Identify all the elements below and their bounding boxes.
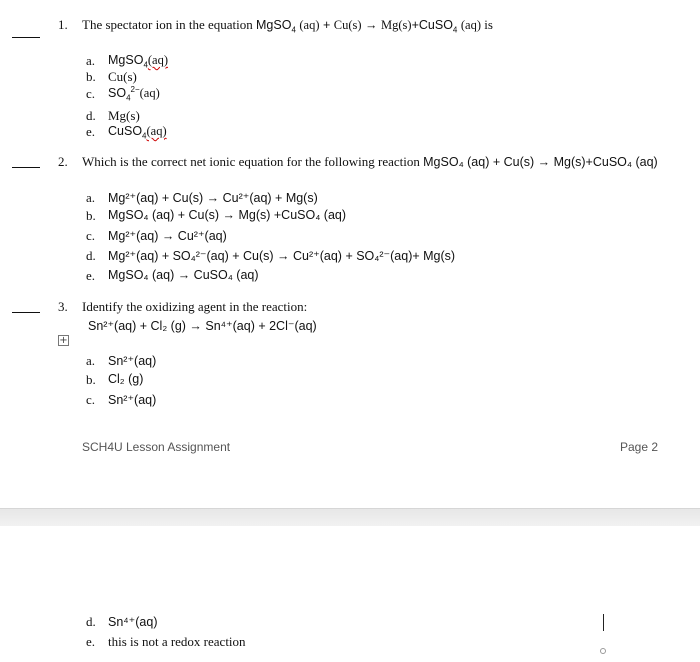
- q3-equation: Sn²⁺(aq) + Cl₂ (g) → Sn⁴⁺(aq) + 2Cl⁻(aq): [88, 319, 317, 333]
- footer-course: SCH4U Lesson Assignment: [82, 440, 231, 454]
- question-number: 2.: [58, 154, 68, 169]
- q2-equation: MgSO₄ (aq) + Cu(s) → Mg(s)+CuSO₄ (aq): [423, 155, 658, 169]
- document-page-1: 1. The spectator ion in the equation MgSO$_4$ (aq) + Cu(s) → Mg(s)+CuSO$_4$ (aq) is a. MgSO$_4$(aq) b. Cu(s) c. $SO_4^{2-}(aq)$ d. Mg(s) e. CuSO$_4$(aq) 2. Which is the correct net ionic equation for the following reaction MgSO₄ (aq) + Cu(s) → Mg(s)+CuSO₄ (aq) a. Mg²⁺(aq) + Cu(s) → Cu²⁺(aq) + Mg(s) b. MgSO₄ (aq) + Cu(s) → Mg(s) +CuSO₄ (aq) c. Mg²⁺(aq) → Cu²⁺(aq) d. Mg²⁺(aq) + SO₄²⁻(aq) + Cu(s) → Cu²⁺(aq) + SO₄²⁻(aq)+ Mg(s) e. MgSO₄ (aq) → CuSO₄ (aq) 3. Identify the oxidizing agent in the reaction: Sn²⁺(aq) + Cl₂ (g) → Sn⁴⁺(aq) + 2Cl⁻(aq) + a. Sn²⁺(aq) b. Cl₂ (g) c. Sn²⁺(aq) SCH4U Lesson Assignment Page 2: [0, 0, 700, 508]
- answer-blank-q2[interactable]: [12, 167, 40, 168]
- question-2-text: Which is the correct net ionic equation for the following reaction MgSO₄ (aq) + Cu(s) → Mg(s)+CuSO₄ (aq): [82, 154, 658, 169]
- footer-page-number: Page 2: [620, 440, 659, 454]
- question-1-text: The spectator ion in the equation MgSO$_4$ (aq) + Cu(s) → Mg(s)+CuSO$_4$ (aq) is: [82, 17, 493, 35]
- question-number: 1.: [58, 17, 68, 32]
- question-number: 3.: [58, 299, 68, 314]
- resize-handle-icon[interactable]: [600, 648, 606, 654]
- answer-blank-q1[interactable]: [12, 37, 40, 38]
- q1-equation: MgSO$_4$ (aq) + Cu(s) → Mg(s)+CuSO$_4$ (aq): [256, 18, 481, 35]
- table-move-handle-icon[interactable]: +: [59, 335, 68, 346]
- answer-blank-q3[interactable]: [12, 312, 40, 313]
- text-cursor: [603, 614, 604, 631]
- page-separator: [0, 508, 700, 528]
- question-3-text: Identify the oxidizing agent in the reaction:: [82, 299, 308, 314]
- document-page-2: d. Sn⁴⁺(aq) e. this is not a redox reaction: [0, 526, 700, 662]
